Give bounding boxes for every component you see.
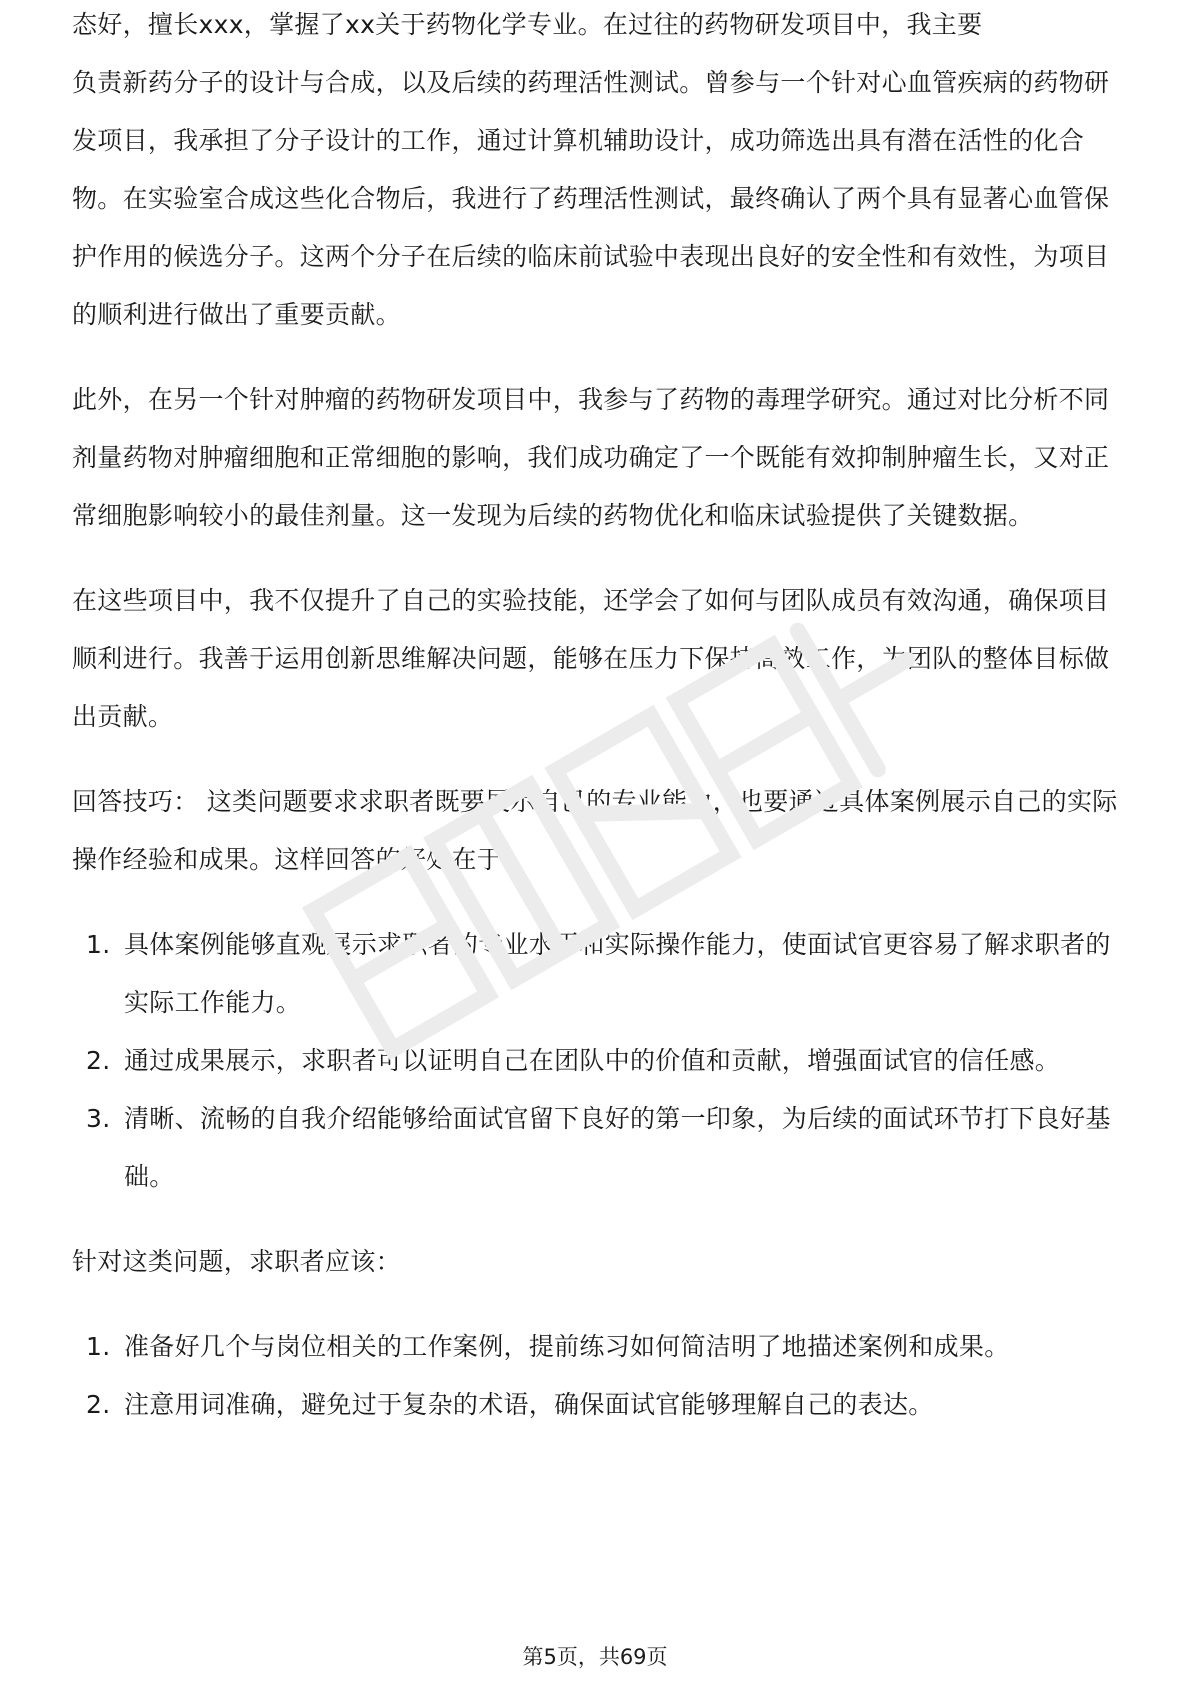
list-item-text: 具体案例能够直观展示求职者的专业水平和实际操作能力，使面试官更容易了解求职者的实际工作能力。 — [124, 930, 1111, 1017]
document-body — [72, 10, 1122, 1461]
list-item — [72, 1376, 1122, 1434]
paragraph-1: 负责新药分子的设计与合成，以及后续的药理活性测试。曾参与一个针对心血管疾病的药物研发项目，我承担了分子设计的工作，通过计算机辅助设计，成功筛选出具有潜在活性的化合物。在实验室合成这些化合物后，我进行了药理活性测试，最终确认了两个具有显著心血管保护作用的候选分子。这两个分子在后续的临床前试验中表现出良好的安全性和有效性，为项目的顺利进行做出了重要贡献。 — [72, 68, 1110, 329]
list-number: 3. — [86, 1104, 111, 1133]
list-item — [72, 1032, 1122, 1090]
paragraph-2: 此外，在另一个针对肿瘤的药物研发项目中，我参与了药物的毒理学研究。通过对比分析不同剂量药物对肿瘤细胞和正常细胞的影响，我们成功确定了一个既能有效抑制肿瘤生长，又对正常细胞影响较小的最佳剂量。这一发现为后续的药物优化和临床试验提供了关键数据。 — [72, 385, 1110, 530]
list-item — [72, 1318, 1122, 1376]
list-item-text: 准备好几个与岗位相关的工作案例，提前练习如何简洁明了地描述案例和成果。 — [124, 1332, 1010, 1361]
list-item — [72, 916, 1122, 1032]
list-item-text: 通过成果展示，求职者可以证明自己在团队中的价值和贡献，增强面试官的信任感。 — [124, 1046, 1061, 1075]
advice-list — [72, 1318, 1122, 1434]
paragraph-3: 在这些项目中，我不仅提升了自己的实验技能，还学会了如何与团队成员有效沟通，确保项目顺利进行。我善于运用创新思维解决问题，能够在压力下保持高效工作，为团队的整体目标做出贡献。 — [72, 586, 1110, 731]
benefits-list — [72, 916, 1122, 1206]
list-number: 2. — [86, 1046, 111, 1075]
list-item-text: 清晰、流畅的自我介绍能够给面试官留下良好的第一印象，为后续的面试环节打下良好基础。 — [124, 1104, 1111, 1191]
paragraph-answer-tips: 回答技巧： 这类问题要求求职者既要展示自己的专业能力，也要通过具体案例展示自己的实际操作经验和成果。这样回答的好处在于： — [72, 787, 1118, 874]
list-number: 2. — [86, 1390, 111, 1419]
partial-top-line: 态好，擅长xxx，掌握了xx关于药物化学专业。在过往的药物研发项目中，我主要 — [72, 10, 983, 39]
list-number: 1. — [86, 1332, 111, 1361]
list-item — [72, 1090, 1122, 1206]
paragraph-should: 针对这类问题，求职者应该： — [72, 1247, 401, 1276]
page-footer: 第5页，共69页 — [522, 1645, 668, 1669]
list-number: 1. — [86, 930, 111, 959]
list-item-text: 注意用词准确，避免过于复杂的术语，确保面试官能够理解自己的表达。 — [124, 1390, 934, 1419]
